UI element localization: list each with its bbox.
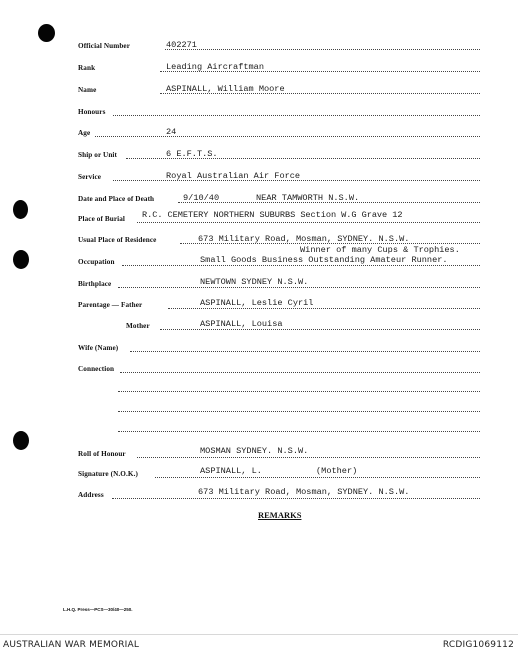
mother-value: ASPINALL, Louisa [200, 319, 283, 329]
roll-of-honour-line [137, 457, 480, 458]
connection-label: Connection [78, 365, 115, 373]
death-place-value: NEAR TAMWORTH N.S.W. [256, 193, 360, 203]
rank-label: Rank [78, 64, 96, 72]
name-value: ASPINALL, William Moore [166, 84, 285, 94]
address-value: 673 Military Road, Mosman, SYDNEY. N.S.W. [198, 487, 410, 497]
punch-hole-middle [13, 250, 29, 269]
footer-divider [0, 634, 518, 635]
punch-hole-lower [13, 431, 29, 450]
father-value: ASPINALL, Leslie Cyril [200, 298, 314, 308]
residence-label: Usual Place of Residence [78, 236, 157, 244]
ship-unit-label: Ship or Unit [78, 151, 118, 159]
birthplace-line [118, 287, 480, 288]
age-value: 24 [166, 127, 177, 137]
printer-note: L.H.Q. Press—PCS—30/40—250. [63, 607, 133, 612]
connection-line-3 [118, 411, 480, 412]
punch-hole-upper [13, 200, 28, 219]
burial-value: R.C. CEMETERY NORTHERN SUBURBS Section W.G Grave 12 [142, 210, 403, 220]
service-label: Service [78, 173, 102, 181]
connection-line-1 [120, 372, 480, 373]
roll-of-honour-value: MOSMAN SYDNEY. N.S.W. [200, 446, 309, 456]
birthplace-label: Birthplace [78, 280, 112, 288]
address-label: Address [78, 491, 104, 499]
mother-label: Mother [126, 322, 150, 330]
connection-line-2 [118, 391, 480, 392]
occupation-note: Winner of many Cups & Trophies. [300, 245, 460, 255]
occupation-label: Occupation [78, 258, 115, 266]
death-date-value: 9/10/40 [183, 193, 220, 203]
occupation-line [122, 265, 480, 266]
footer-record-id: RCDIG1069112 [442, 640, 514, 650]
burial-line [137, 222, 480, 223]
footer-source: AUSTRALIAN WAR MEMORIAL [3, 640, 140, 650]
connection-line-4 [118, 431, 480, 432]
honours-label: Honours [78, 108, 106, 116]
official-number-line [165, 49, 480, 50]
name-label: Name [78, 86, 97, 94]
punch-hole-top [38, 24, 55, 42]
signature-relation-value: (Mother) [316, 466, 358, 476]
birthplace-value: NEWTOWN SYDNEY N.S.W. [200, 277, 309, 287]
residence-value: 673 Military Road, Mosman, SYDNEY. N.S.W. [198, 234, 410, 244]
official-number-value: 402271 [166, 40, 197, 50]
age-label: Age [78, 129, 91, 137]
signature-label: Signature (N.O.K.) [78, 470, 138, 478]
signature-line [155, 477, 480, 478]
death-label: Date and Place of Death [78, 195, 155, 203]
remarks-heading: REMARKS [258, 510, 302, 520]
mother-line [160, 329, 480, 330]
father-label: Parentage — Father [78, 301, 143, 309]
occupation-value: Small Goods Business Outstanding Amateur Runner. [200, 255, 448, 265]
rank-value: Leading Aircraftman [166, 62, 264, 72]
address-line [112, 498, 480, 499]
burial-label: Place of Burial [78, 215, 126, 223]
service-value: Royal Australian Air Force [166, 171, 301, 181]
wife-label: Wife (Name) [78, 344, 119, 352]
ship-unit-value: 6 E.F.T.S. [166, 149, 218, 159]
signature-name-value: ASPINALL, L. [200, 466, 262, 476]
wife-line [130, 351, 480, 352]
father-line [168, 308, 480, 309]
roll-of-honour-label: Roll of Honour [78, 450, 126, 458]
age-line [95, 136, 480, 137]
honours-line [113, 115, 480, 116]
official-number-label: Official Number [78, 42, 131, 50]
